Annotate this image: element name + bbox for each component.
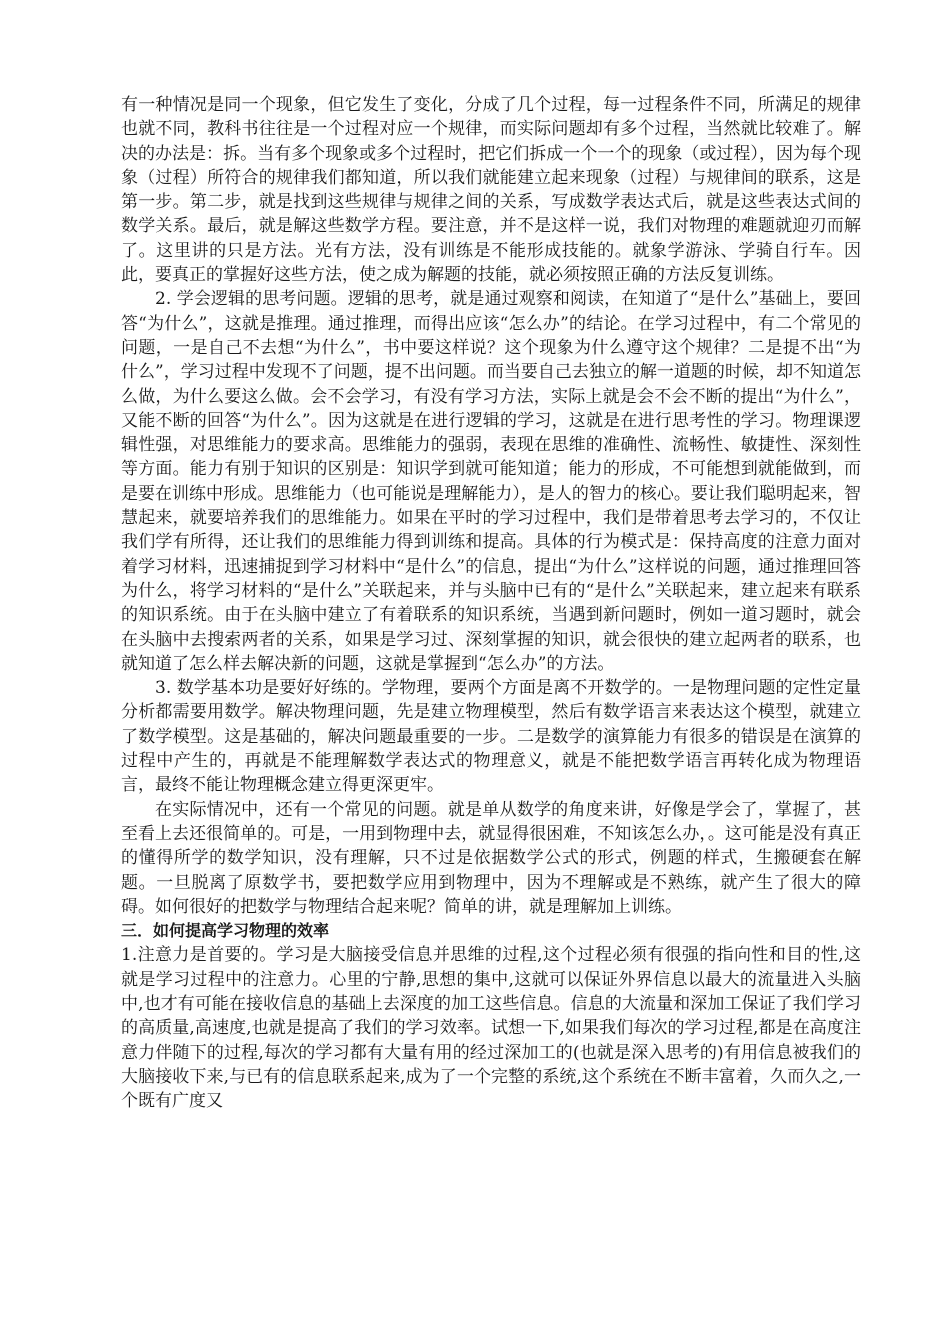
document-body (121, 93, 861, 1113)
paragraph-math-physics-link: 在实际情况中，还有一个常见的问题。就是单从数学的角度来讲，好像是学会了，掌握了，甚至看上去还很简单的。可是，一用到物理中去，就显得很困难，不知该怎么办，。这可能是没有真正的懂得所学的数学知识，没有理解，只不过是依据数学公式的形式，例题的样式，生搬硬套在解题。一旦脱离了原数学书，要把数学应用到物理中，因为不理解或是不熟练，就产生了很大的障碍。如何很好的把数学与物理结合起来呢？简单的讲，就是理解加上训练。 (121, 799, 861, 917)
paragraph-math-skills: 3. 数学基本功是要好好练的。学物理，要两个方面是离不开数学的。一是物理问题的定性定量分析都需要用数学。解决物理问题，先是建立物理模型，然后有数学语言来表达这个模型，就建立了数学模型。这是基础的，解决问题最重要的一步。二是数学的演算能力有很多的错误是在演算的过程中产生的，再就是不能理解数学表达式的物理意义，就是不能把数学语言再转化成为物理语言，最终不能让物理概念建立得更深更牢。 (121, 678, 861, 796)
paragraph-attention: 1.注意力是首要的。学习是大脑接受信息并思维的过程,这个过程必须有很强的指向性和目的性,这就是学习过程中的注意力。心里的宁静,思想的集中,这就可以保证外界信息以最大的流量进入头脑中,也才有可能在接收信息的基础上去深度的加工这些信息。信息的大流量和深加工保证了我们学习的高质量,高速度,也就是提高了我们的学习效率。试想一下,如果我们每次的学习过程,都是在高度注意力伴随下的过程,每次的学习都有大量有用的经过深加工的(也就是深入思考的)有用信息被我们的大脑接收下来,与已有的信息联系起来,成为了一个完整的系统,这个系统在不断丰富着，久而久之,一个既有广度又 (121, 945, 861, 1112)
paragraph-logical-thinking: 2. 学会逻辑的思考问题。逻辑的思考，就是通过观察和阅读，在知道了“是什么”基础上，要回答“为什么”，这就是推理。通过推理，而得出应该“怎么办”的结论。在学习过程中，有二个常见的问题，一是自己不去想“为什么”，书中要这样说？这个现象为什么遵守这个规律？二是提不出“为什么”，学习过程中发现不了问题，提不出问题。而当要自己去独立的解一道题的时候，却不知道怎么做，为什么要这么做。会不会学习，有没有学习方法，实际上就是会不会不断的提出“为什么”，又能不断的回答“为什么”。因为这就是在进行逻辑的学习，这就是在进行思考性的学习。物理课逻辑性强，对思维能力的要求高。思维能力的强弱，表现在思维的准确性、流畅性、敏捷性、深刻性等方面。能力有别于知识的区别是：知识学到就可能知道；能力的形成，不可能想到就能做到，而是要在训练中形成。思维能力（也可能说是理解能力），是人的智力的核心。要让我们聪明起来，智慧起来，就要培养我们的思维能力。如果在平时的学习过程中，我们是带着思考去学习的，不仅让我们学有所得，还让我们的思维能力得到训练和提高。具体的行为模式是：保持高度的注意力面对着学习材料，迅速捕捉到学习材料中“是什么”的信息，提出“为什么”这样说的问题，通过推理回答为什么，将学习材料的“是什么”关联起来，并与头脑中已有的“是什么”关联起来，建立起来有联系的知识系统。由于在头脑中建立了有着联系的知识系统，当遇到新问题时，例如一道习题时，就会在头脑中去搜索两者的关系，如果是学习过、深刻掌握的知识，就会很快的建立起两者的联系，也就知道了怎么样去解决新的问题，这就是掌握到“怎么办”的方法。 (121, 289, 861, 674)
section-heading-efficiency: 三．如何提高学习物理的效率 (121, 921, 330, 941)
paragraph-split-method: 有一种情况是同一个现象，但它发生了变化，分成了几个过程，每一过程条件不同，所满足的规律也就不同，教科书往往是一个过程对应一个规律，而实际问题却有多个过程，当然就比较难了。解决的办法是：拆。当有多个现象或多个过程时，把它们拆成一个一个的现象（或过程），因为每个现象（过程）所符合的规律我们都知道，所以我们就能建立起来现象（过程）与规律间的联系，这是第一步。第二步，就是找到这些规律与规律之间的关系，写成数学表达式后，就是这些表达式间的数学关系。最后，就是解这些数学方程。要注意，并不是这样一说，我们对物理的难题就迎刃而解了。这里讲的只是方法。光有方法，没有训练是不能形成技能的。就象学游泳、学骑自行车。因此，要真正的掌握好这些方法，使之成为解题的技能，就必须按照正确的方法反复训练。 (121, 95, 861, 286)
